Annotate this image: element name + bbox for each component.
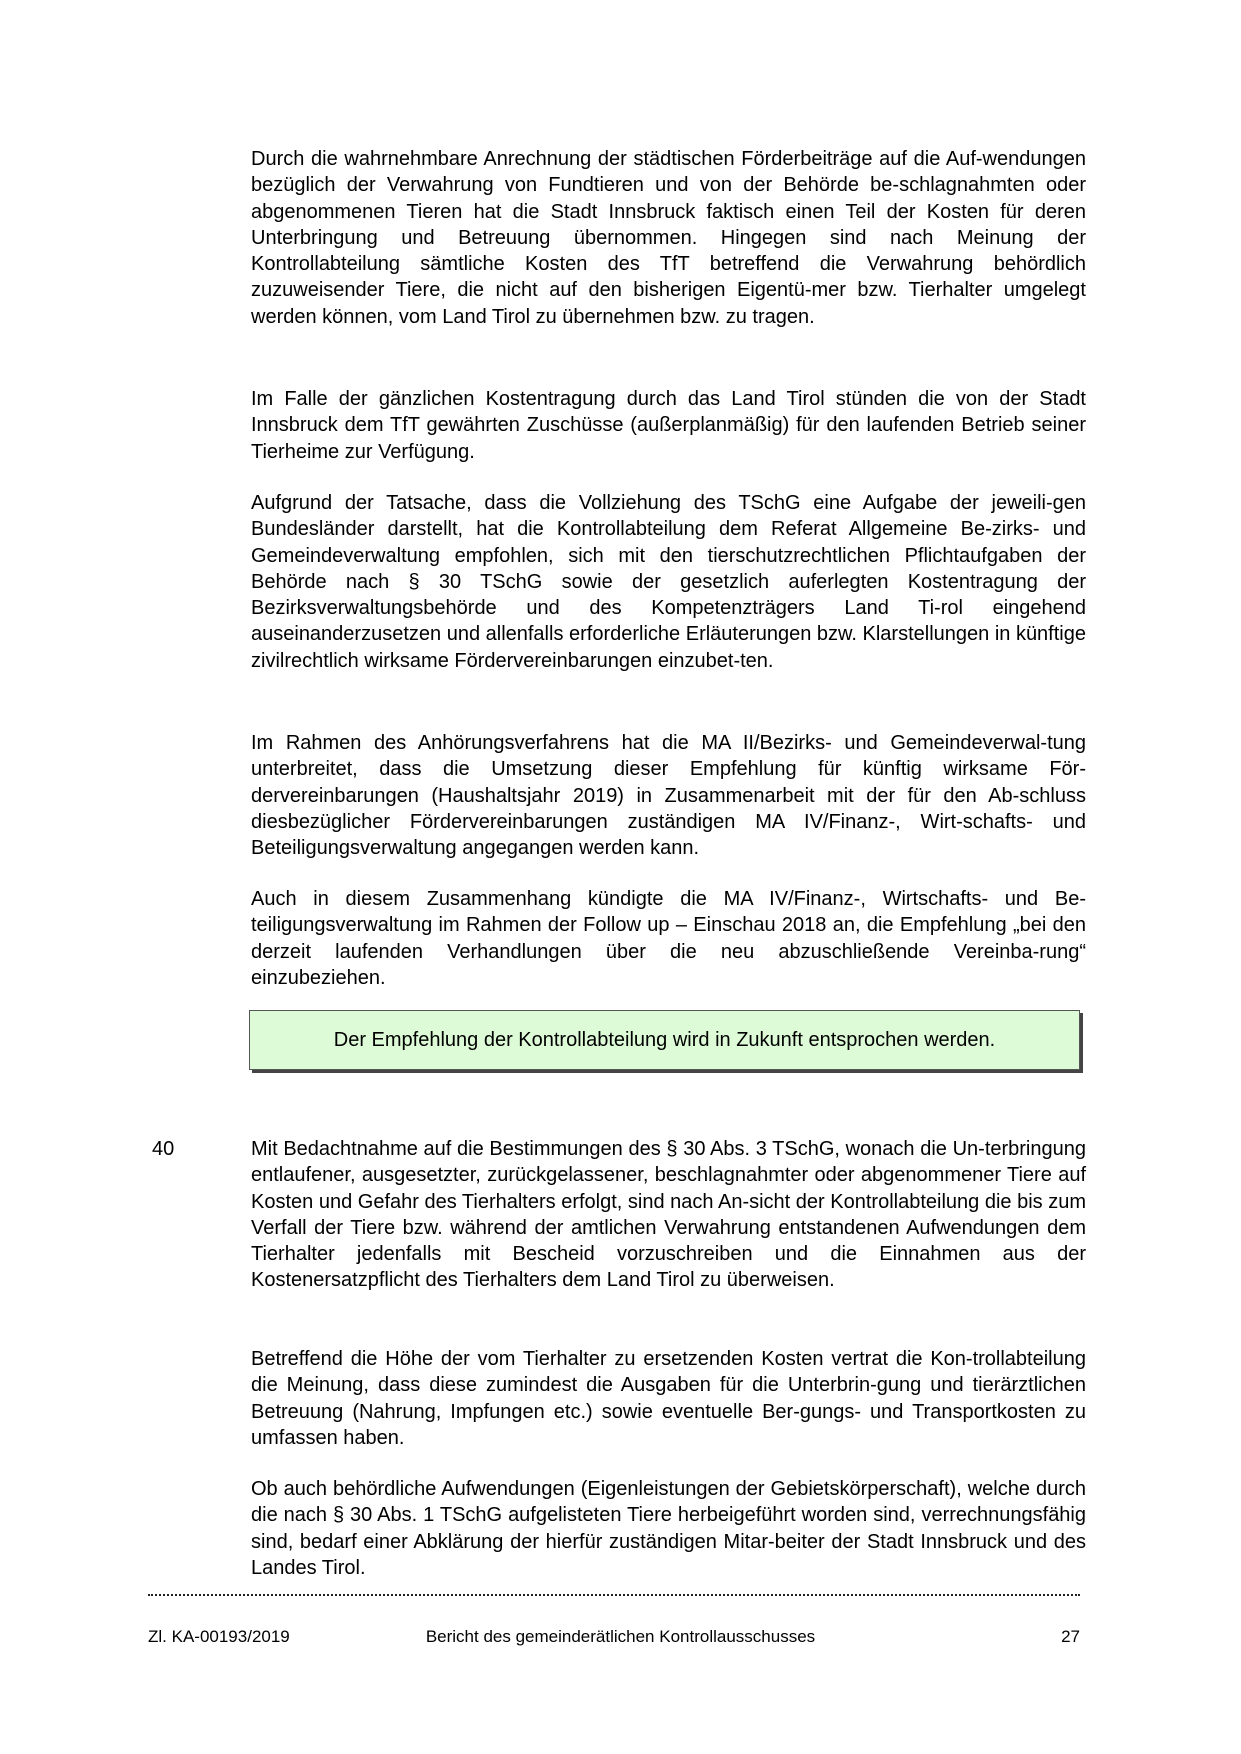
section-paragraph-3: Ob auch behördliche Aufwendungen (Eigenleistungen der Gebietskörperschaft), welche durch die nach § 30 Abs. 1 TSchG aufgelisteten Tiere herbeigeführt worden sind, verrechnungsfähig sind, bedarf einer Abklärung der hierfür zuständigen Mitar-beiter der Stadt Innsbruck und des Landes Tirol. (251, 1478, 1086, 1579)
paragraph-4: Im Rahmen des Anhörungsverfahrens hat die MA II/Bezirks- und Gemeindeverwal-tung unterbreitet, dass die Umsetzung dieser Empfehlung für künftig wirksame För-dervereinbarungen (Haushaltsjahr 2019) in Zusammenarbeit mit der für den Ab-schluss diesbezüglicher Fördervereinbarungen zuständigen MA IV/Finanz-, Wirt-schafts- und Beteiligungsverwaltung angegangen werden kann. (251, 732, 1086, 860)
dotted-separator (148, 1584, 1080, 1596)
paragraph-1: Durch die wahrnehmbare Anrechnung der städtischen Förderbeiträge auf die Auf-wendungen bezüglich der Verwahrung von Fundtieren und von der Behörde be-schlagnahmten oder abgenommenen Tieren hat die Stadt Innsbruck faktisch einen Teil der Kosten für deren Unterbringung und Betreuung übernommen. Hingegen sind nach Meinung der Kontrollabteilung sämtliche Kosten des TfT betreffend die Verwahrung behördlich zuzuweisender Tiere, die nicht auf den bisherigen Eigentü-mer bzw. Tierhalter umgelegt werden können, vom Land Tirol zu übernehmen bzw. zu tragen. (251, 148, 1086, 328)
paragraph-3: Aufgrund der Tatsache, dass die Vollziehung des TSchG eine Aufgabe der jeweili-gen Bundesländer darstellt, hat die Kontrollabteilung dem Referat Allgemeine Be-zirks- und Gemeindeverwaltung empfohlen, sich mit den tierschutzrechtlichen Pflichtaufgaben der Behörde nach § 30 TSchG sowie der gesetzlich auferlegten Kostentragung der Bezirksverwaltungsbehörde und des Kompetenzträgers Land Ti-rol eingehend auseinanderzusetzen und allenfalls erforderliche Erläuterungen bzw. Klarstellungen in künftige zivilrechtlich wirksame Fördervereinbarungen einzubet-ten. (251, 492, 1086, 672)
section-paragraph-1: Mit Bedachtnahme auf die Bestimmungen des § 30 Abs. 3 TSchG, wonach die Un-terbringung entlaufener, ausgesetzter, zurückgelassener, beschlagnahmter oder abgenommener Tiere auf Kosten und Gefahr des Tierhalters erfolgt, sind nach An-sicht der Kontrollabteilung die bis zum Verfall der Tiere bzw. während der amtlichen Verwahrung entstandenen Aufwendungen dem Tierhalter jedenfalls mit Bescheid vorzuschreiben und die Einnahmen aus der Kostenersatzpflicht des Tierhalters dem Land Tirol zu überweisen. (251, 1138, 1086, 1292)
footer-title: Bericht des gemeinderätlichen Kontrollausschusses (425, 1627, 816, 1646)
paragraph-5: Auch in diesem Zusammenhang kündigte die MA IV/Finanz-, Wirtschafts- und Be-teiligungsverwaltung im Rahmen der Follow up – Einschau 2018 an, die Empfehlung „bei den derzeit laufenden Verhandlungen über die neu abzuschließende Vereinba-rung“ einzubeziehen. (251, 888, 1086, 989)
recommendation-text: Der Empfehlung der Kontrollabteilung wird in Zukunft entsprochen werden. (333, 1028, 996, 1051)
footer-reference: Zl. KA-00193/2019 (148, 1627, 290, 1646)
section-number: 40 (152, 1138, 175, 1160)
footer-page-number: 27 (1061, 1627, 1080, 1646)
section-paragraph-2: Betreffend die Höhe der vom Tierhalter zu ersetzenden Kosten vertrat die Kon-trollabteilung die Meinung, dass diese zumindest die Ausgaben für die Unterbrin-gung und tierärztlichen Betreuung (Nahrung, Impfungen etc.) sowie eventuelle Ber-gungs- und Transportkosten zu umfassen haben. (251, 1348, 1086, 1449)
recommendation-box (249, 1010, 1080, 1070)
paragraph-2: Im Falle der gänzlichen Kostentragung durch das Land Tirol stünden die von der Stadt Innsbruck dem TfT gewährten Zuschüsse (außerplanmäßig) für den laufenden Betrieb seiner Tierheime zur Verfügung. (251, 388, 1086, 463)
